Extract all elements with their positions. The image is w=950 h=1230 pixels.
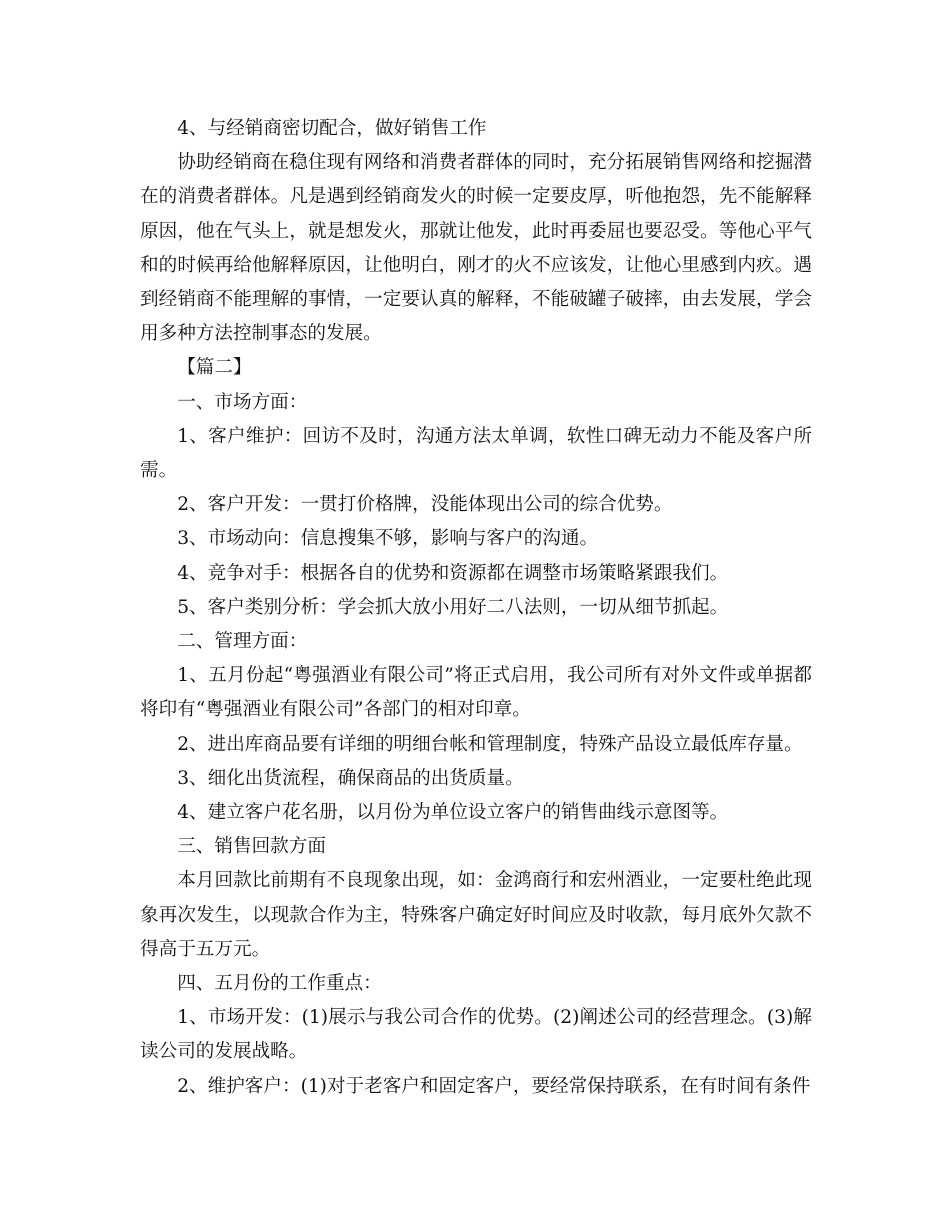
- paragraph-cooperate-body: 协助经销商在稳住现有网络和消费者群体的同时，充分拓展销售网络和挖掘潜在的消费者群体。凡是遇到经销商发火的时候一定要皮厚，听他抱怨，先不能解释原因，他在气头上，就是想发火，那就让他发，此时再委屈也要忍受。等他心平气和的时候再给他解释原因，让他明白，刚才的火不应该发，让他心里感到内疚。遇到经销商不能理解的事情，一定要认真的解释，不能破罐子破摔，由去发展，学会用多种方法控制事态的发展。: [140, 152, 812, 345]
- paragraph-payment-heading: 三、销售回款方面: [177, 836, 326, 858]
- paragraph-part-two-title: 【篇二】: [177, 357, 252, 379]
- paragraph-cooperate-heading: 4、与经销商密切配合，做好销售工作: [177, 118, 487, 139]
- paragraph-market-item-1: 1、客户维护：回访不及时，沟通方法太单调，软性口碑无动力不能及客户所需。: [140, 425, 812, 482]
- paragraph-may-focus-item-1: 1、市场开发：(1)展示与我公司合作的优势。(2)阐述公司的经营理念。(3)解读公司的发展战略。: [140, 1007, 812, 1063]
- paragraph-market-item-4: 4、竞争对手：根据各自的优势和资源都在调整市场策略紧跟我们。: [177, 562, 729, 584]
- document-body: [140, 112, 812, 1104]
- paragraph-management-item-1: 1、五月份起“粤强酒业有限公司”将正式启用，我公司所有对外文件或单据都将印有“粤强酒业有限公司”各部门的相对印章。: [140, 665, 812, 721]
- paragraph-market-item-3: 3、市场动向：信息搜集不够，影响与客户的沟通。: [177, 528, 599, 550]
- paragraph-market-item-2: 2、客户开发：一贯打价格牌，没能体现出公司的综合优势。: [177, 494, 673, 516]
- paragraph-management-item-4: 4、建立客户花名册，以月份为单位设立客户的销售曲线示意图等。: [177, 802, 729, 824]
- paragraph-market-item-5: 5、客户类别分析：学会抓大放小用好二八法则，一切从细节抓起。: [177, 596, 729, 618]
- paragraph-market-heading: 一、市场方面：: [177, 391, 308, 413]
- paragraph-management-heading: 二、管理方面：: [177, 631, 308, 653]
- paragraph-may-focus-heading: 四、五月份的工作重点：: [177, 973, 382, 995]
- paragraph-payment-body: 本月回款比前期有不良现象出现，如：金鸿商行和宏州酒业，一定要杜绝此现象再次发生，以现款合作为主，特殊客户确定好时间应及时收款，每月底外欠款不得高于五万元。: [140, 870, 812, 960]
- paragraph-may-focus-item-2: 2、维护客户：(1)对于老客户和固定客户，要经常保持联系，在有时间有条件: [177, 1075, 811, 1097]
- paragraph-management-item-2: 2、进出库商品要有详细的明细台帐和管理制度，特殊产品设立最低库存量。: [177, 733, 803, 755]
- paragraph-management-item-3: 3、细化出货流程，确保商品的出货质量。: [177, 767, 524, 789]
